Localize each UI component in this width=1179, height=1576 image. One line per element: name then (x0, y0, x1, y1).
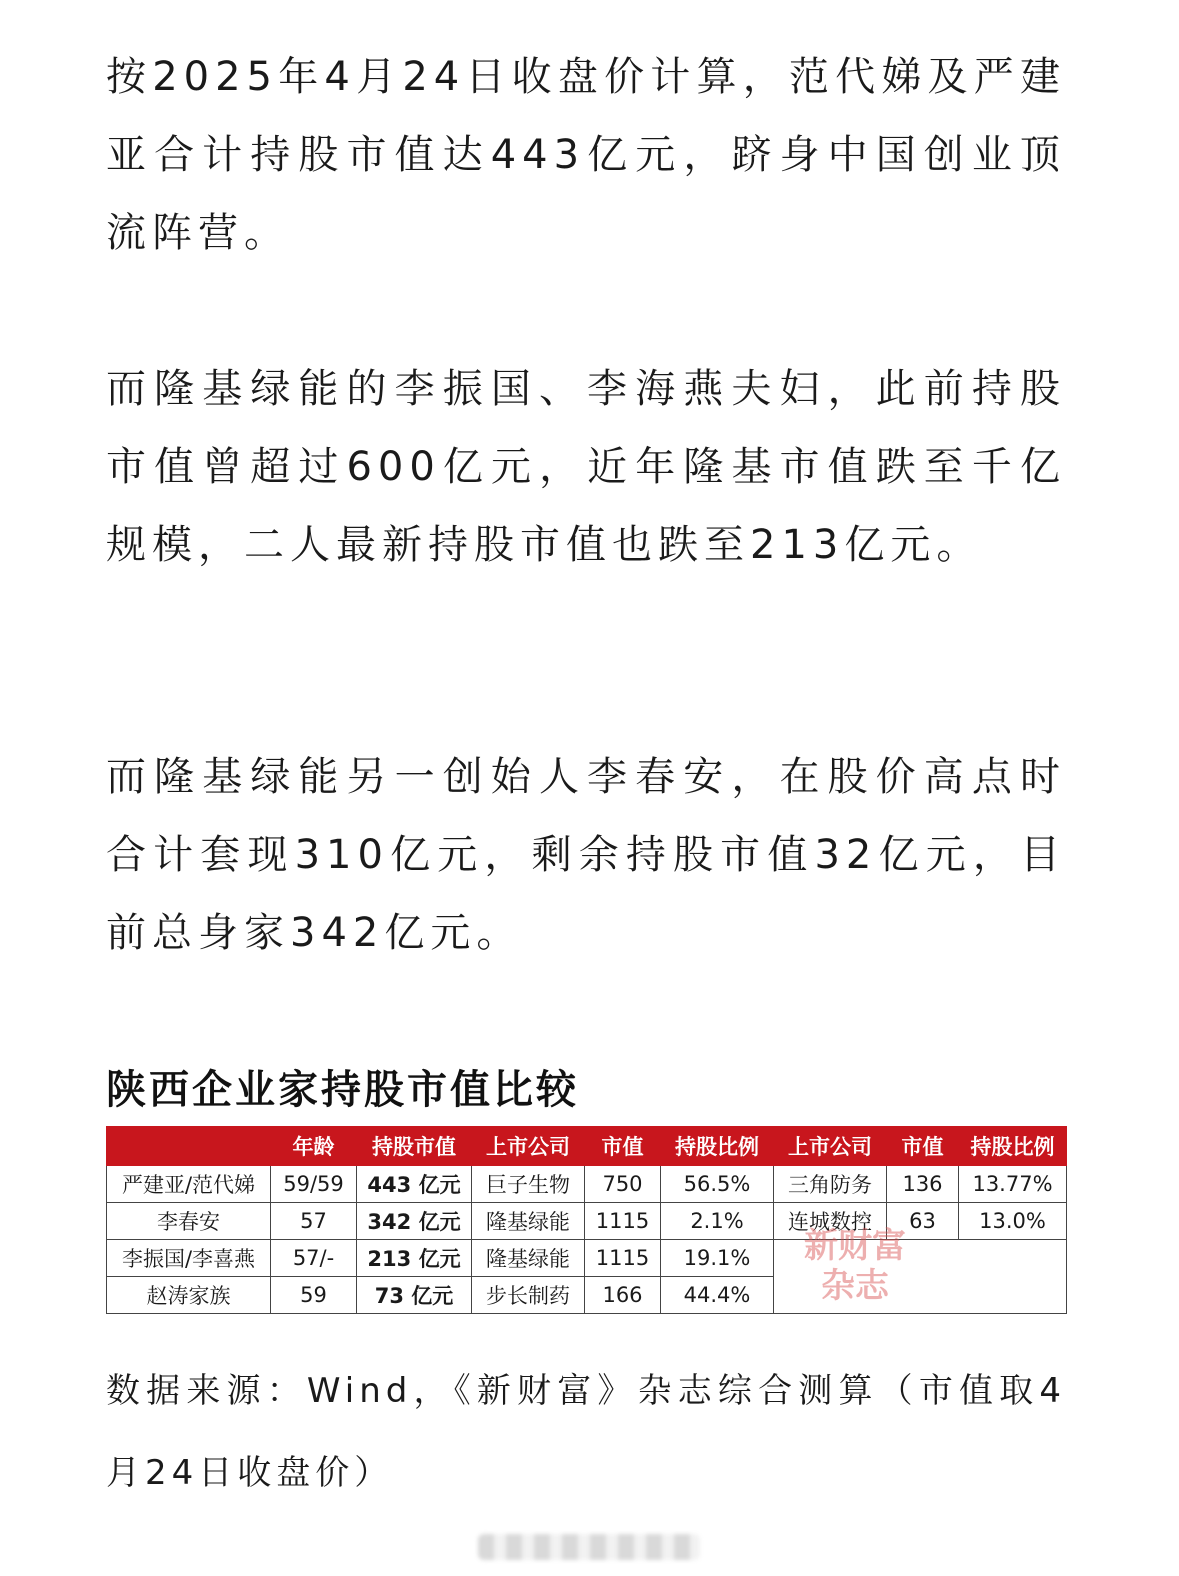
cell-company-2: 连城数控 (774, 1203, 887, 1240)
table-row (107, 1203, 1067, 1240)
cell-ratio: 19.1% (661, 1240, 774, 1277)
table-row (107, 1240, 1067, 1277)
cell-company: 隆基绿能 (472, 1240, 585, 1277)
cell-name: 李春安 (107, 1203, 271, 1240)
cell-market-cap: 1115 (585, 1240, 661, 1277)
table-row (107, 1166, 1067, 1203)
table-header-row (107, 1127, 1067, 1166)
cell-market-cap-2: 136 (887, 1166, 959, 1203)
cell-market-cap: 1115 (585, 1203, 661, 1240)
header-name (107, 1127, 271, 1166)
cell-company: 隆基绿能 (472, 1203, 585, 1240)
blurred-footer-watermark (478, 1534, 700, 1560)
header-age: 年龄 (271, 1127, 357, 1166)
cell-company: 巨子生物 (472, 1166, 585, 1203)
header-listed-company: 上市公司 (472, 1127, 585, 1166)
paragraph-2: 而隆基绿能的李振国、李海燕夫妇，此前持股市值曾超过600亿元，近年隆基市值跌至千亿规模，二人最新持股市值也跌至213亿元。 (106, 366, 1066, 568)
header-market-cap: 市值 (585, 1127, 661, 1166)
cell-holding-value: 342 亿元 (357, 1203, 472, 1240)
empty-merged-cell (774, 1240, 1067, 1314)
header-market-cap-2: 市值 (887, 1127, 959, 1166)
cell-ratio-2: 13.0% (959, 1203, 1067, 1240)
cell-ratio: 2.1% (661, 1203, 774, 1240)
cell-holding-value: 443 亿元 (357, 1166, 472, 1203)
cell-market-cap-2: 63 (887, 1203, 959, 1240)
header-holding-ratio: 持股比例 (661, 1127, 774, 1166)
cell-holding-value: 213 亿元 (357, 1240, 472, 1277)
cell-age: 57/- (271, 1240, 357, 1277)
data-source-note: 数据来源：Wind，《新财富》杂志综合测算（市值取4月24日收盘价） (106, 1371, 1066, 1493)
cell-market-cap: 750 (585, 1166, 661, 1203)
header-listed-company-2: 上市公司 (774, 1127, 887, 1166)
cell-age: 59 (271, 1277, 357, 1314)
paragraph-3: 而隆基绿能另一创始人李春安，在股价高点时合计套现310亿元，剩余持股市值32亿元，目前总身家342亿元。 (106, 754, 1066, 956)
header-holding-ratio-2: 持股比例 (959, 1127, 1067, 1166)
cell-name: 赵涛家族 (107, 1277, 271, 1314)
header-holding-value: 持股市值 (357, 1127, 472, 1166)
cell-age: 59/59 (271, 1166, 357, 1203)
paragraph-1: 按2025年4月24日收盘价计算，范代娣及严建亚合计持股市值达443亿元，跻身中国创业顶流阵营。 (106, 54, 1066, 256)
cell-holding-value: 73 亿元 (357, 1277, 472, 1314)
cell-name: 严建亚/范代娣 (107, 1166, 271, 1203)
cell-market-cap: 166 (585, 1277, 661, 1314)
cell-name: 李振国/李喜燕 (107, 1240, 271, 1277)
cell-ratio: 44.4% (661, 1277, 774, 1314)
cell-ratio-2: 13.77% (959, 1166, 1067, 1203)
watermark-line-2: 杂志 (821, 1266, 889, 1306)
cell-company: 步长制药 (472, 1277, 585, 1314)
cell-company-2: 三角防务 (774, 1166, 887, 1203)
watermark-line-1: 新财富 (804, 1226, 906, 1266)
table-title: 陕西企业家持股市值比较 (106, 1067, 579, 1113)
cell-age: 57 (271, 1203, 357, 1240)
market-value-table (106, 1126, 1066, 1314)
cell-ratio: 56.5% (661, 1166, 774, 1203)
